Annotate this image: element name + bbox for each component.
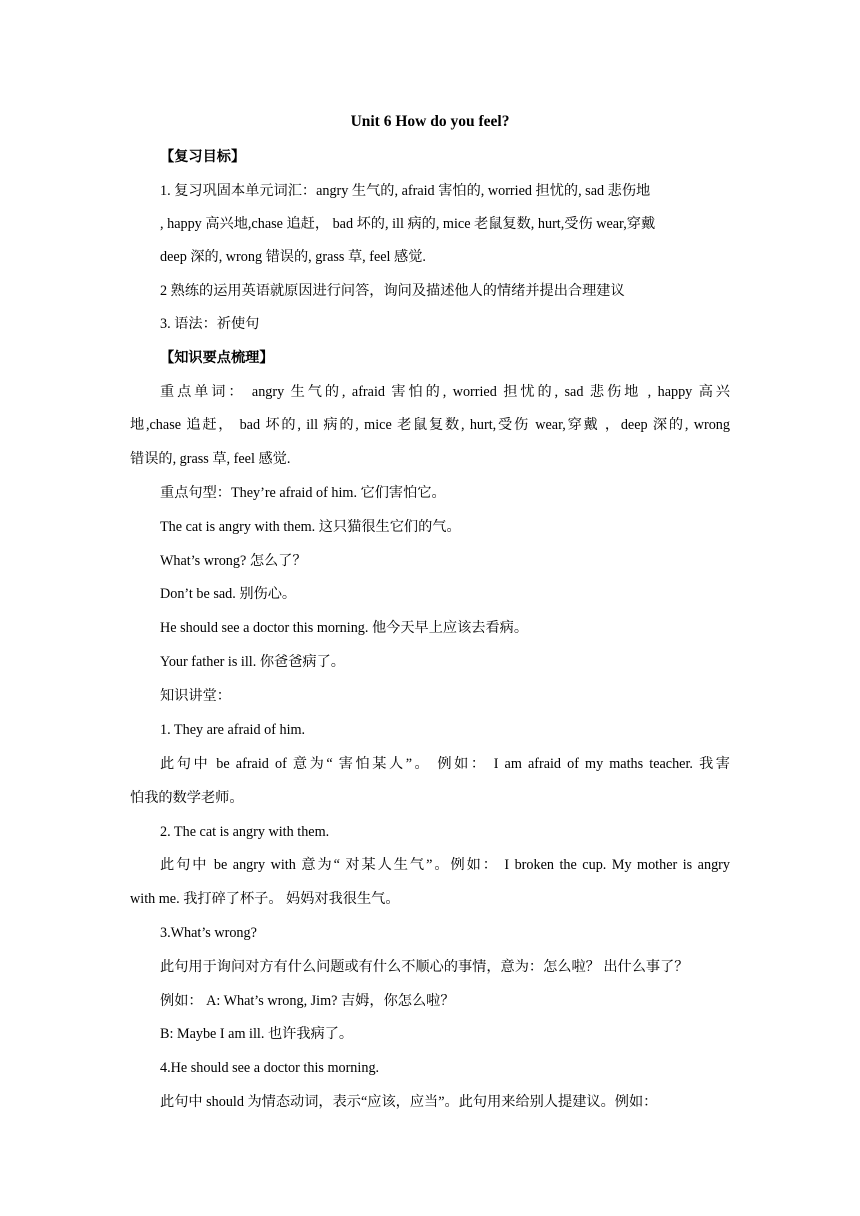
paragraph-line: 重点句型：They’re afraid of him. 它们害怕它。 xyxy=(160,485,446,501)
paragraph-line: 错误的, grass 草, feel 感觉. xyxy=(130,451,291,467)
section-heading-knowledge-points: 【知识要点梳理】 xyxy=(160,350,274,366)
paragraph-line: deep 深的, wrong 错误的, grass 草, feel 感觉. xyxy=(160,249,426,265)
paragraph-line: What’s wrong? 怎么了？ xyxy=(160,553,307,569)
paragraph-line: 地,chase 追赶， bad 坏的, ill 病的, mice 老鼠复数, hurt,受伤 wear,穿戴 ，deep 深的, wrong xyxy=(130,417,730,433)
paragraph-line: 1. They are afraid of him. xyxy=(160,722,306,738)
paragraph-line: 例如： A: What’s wrong, Jim? 吉姆，你怎么啦？ xyxy=(160,993,455,1009)
paragraph-line: 4.He should see a doctor this morning. xyxy=(160,1060,380,1076)
paragraph-line: 此句中 should 为情态动词，表示“应该，应当”。此句用来给别人提建议。例如： xyxy=(160,1094,658,1110)
paragraph-line: 3. 语法：祈使句 xyxy=(160,316,260,332)
paragraph-line: 3.What’s wrong? xyxy=(160,925,257,941)
paragraph-line: with me. 我打碎了杯子。 妈妈对我很生气。 xyxy=(130,891,400,907)
paragraph-line: 1. 复习巩固本单元词汇：angry 生气的, afraid 害怕的, worried 担忧的, sad 悲伤地 xyxy=(160,183,651,199)
paragraph-line: 怕我的数学老师。 xyxy=(130,790,244,806)
paragraph-line: 此句中 be afraid of 意为“ 害怕某人”。 例如： I am afraid of my maths teacher. 我害 xyxy=(160,756,730,772)
paragraph-line: 知识讲堂： xyxy=(160,688,231,704)
paragraph-line: 此句用于询问对方有什么问题或有什么不顺心的事情，意为：怎么啦？ 出什么事了？ xyxy=(160,959,689,975)
document-title: Unit 6 How do you feel? xyxy=(350,113,510,130)
paragraph-line: 2 熟练的运用英语就原因进行问答，询问及描述他人的情绪并提出合理建议 xyxy=(160,283,625,299)
paragraph-line: Your father is ill. 你爸爸病了。 xyxy=(160,654,345,670)
paragraph-line: , happy 高兴地,chase 追赶， bad 坏的, ill 病的, mice 老鼠复数, hurt,受伤 wear,穿戴 xyxy=(160,216,656,232)
paragraph-line: Don’t be sad. 别伤心。 xyxy=(160,586,297,602)
paragraph-line: 此句中 be angry with 意为“ 对某人生气”。例如： I broken the cup. My mother is angry xyxy=(160,857,730,873)
paragraph-line: The cat is angry with them. 这只猫很生它们的气。 xyxy=(160,519,461,535)
paragraph-line: He should see a doctor this morning. 他今天早上应该去看病。 xyxy=(160,620,529,636)
paragraph-line: 2. The cat is angry with them. xyxy=(160,824,330,840)
paragraph-line: B: Maybe I am ill. 也许我病了。 xyxy=(160,1026,354,1042)
section-heading-review-goals: 【复习目标】 xyxy=(160,149,246,165)
paragraph-line: 重点单词： angry 生气的, afraid 害怕的, worried 担忧的, sad 悲伤地 , happy 高兴 xyxy=(160,384,730,400)
